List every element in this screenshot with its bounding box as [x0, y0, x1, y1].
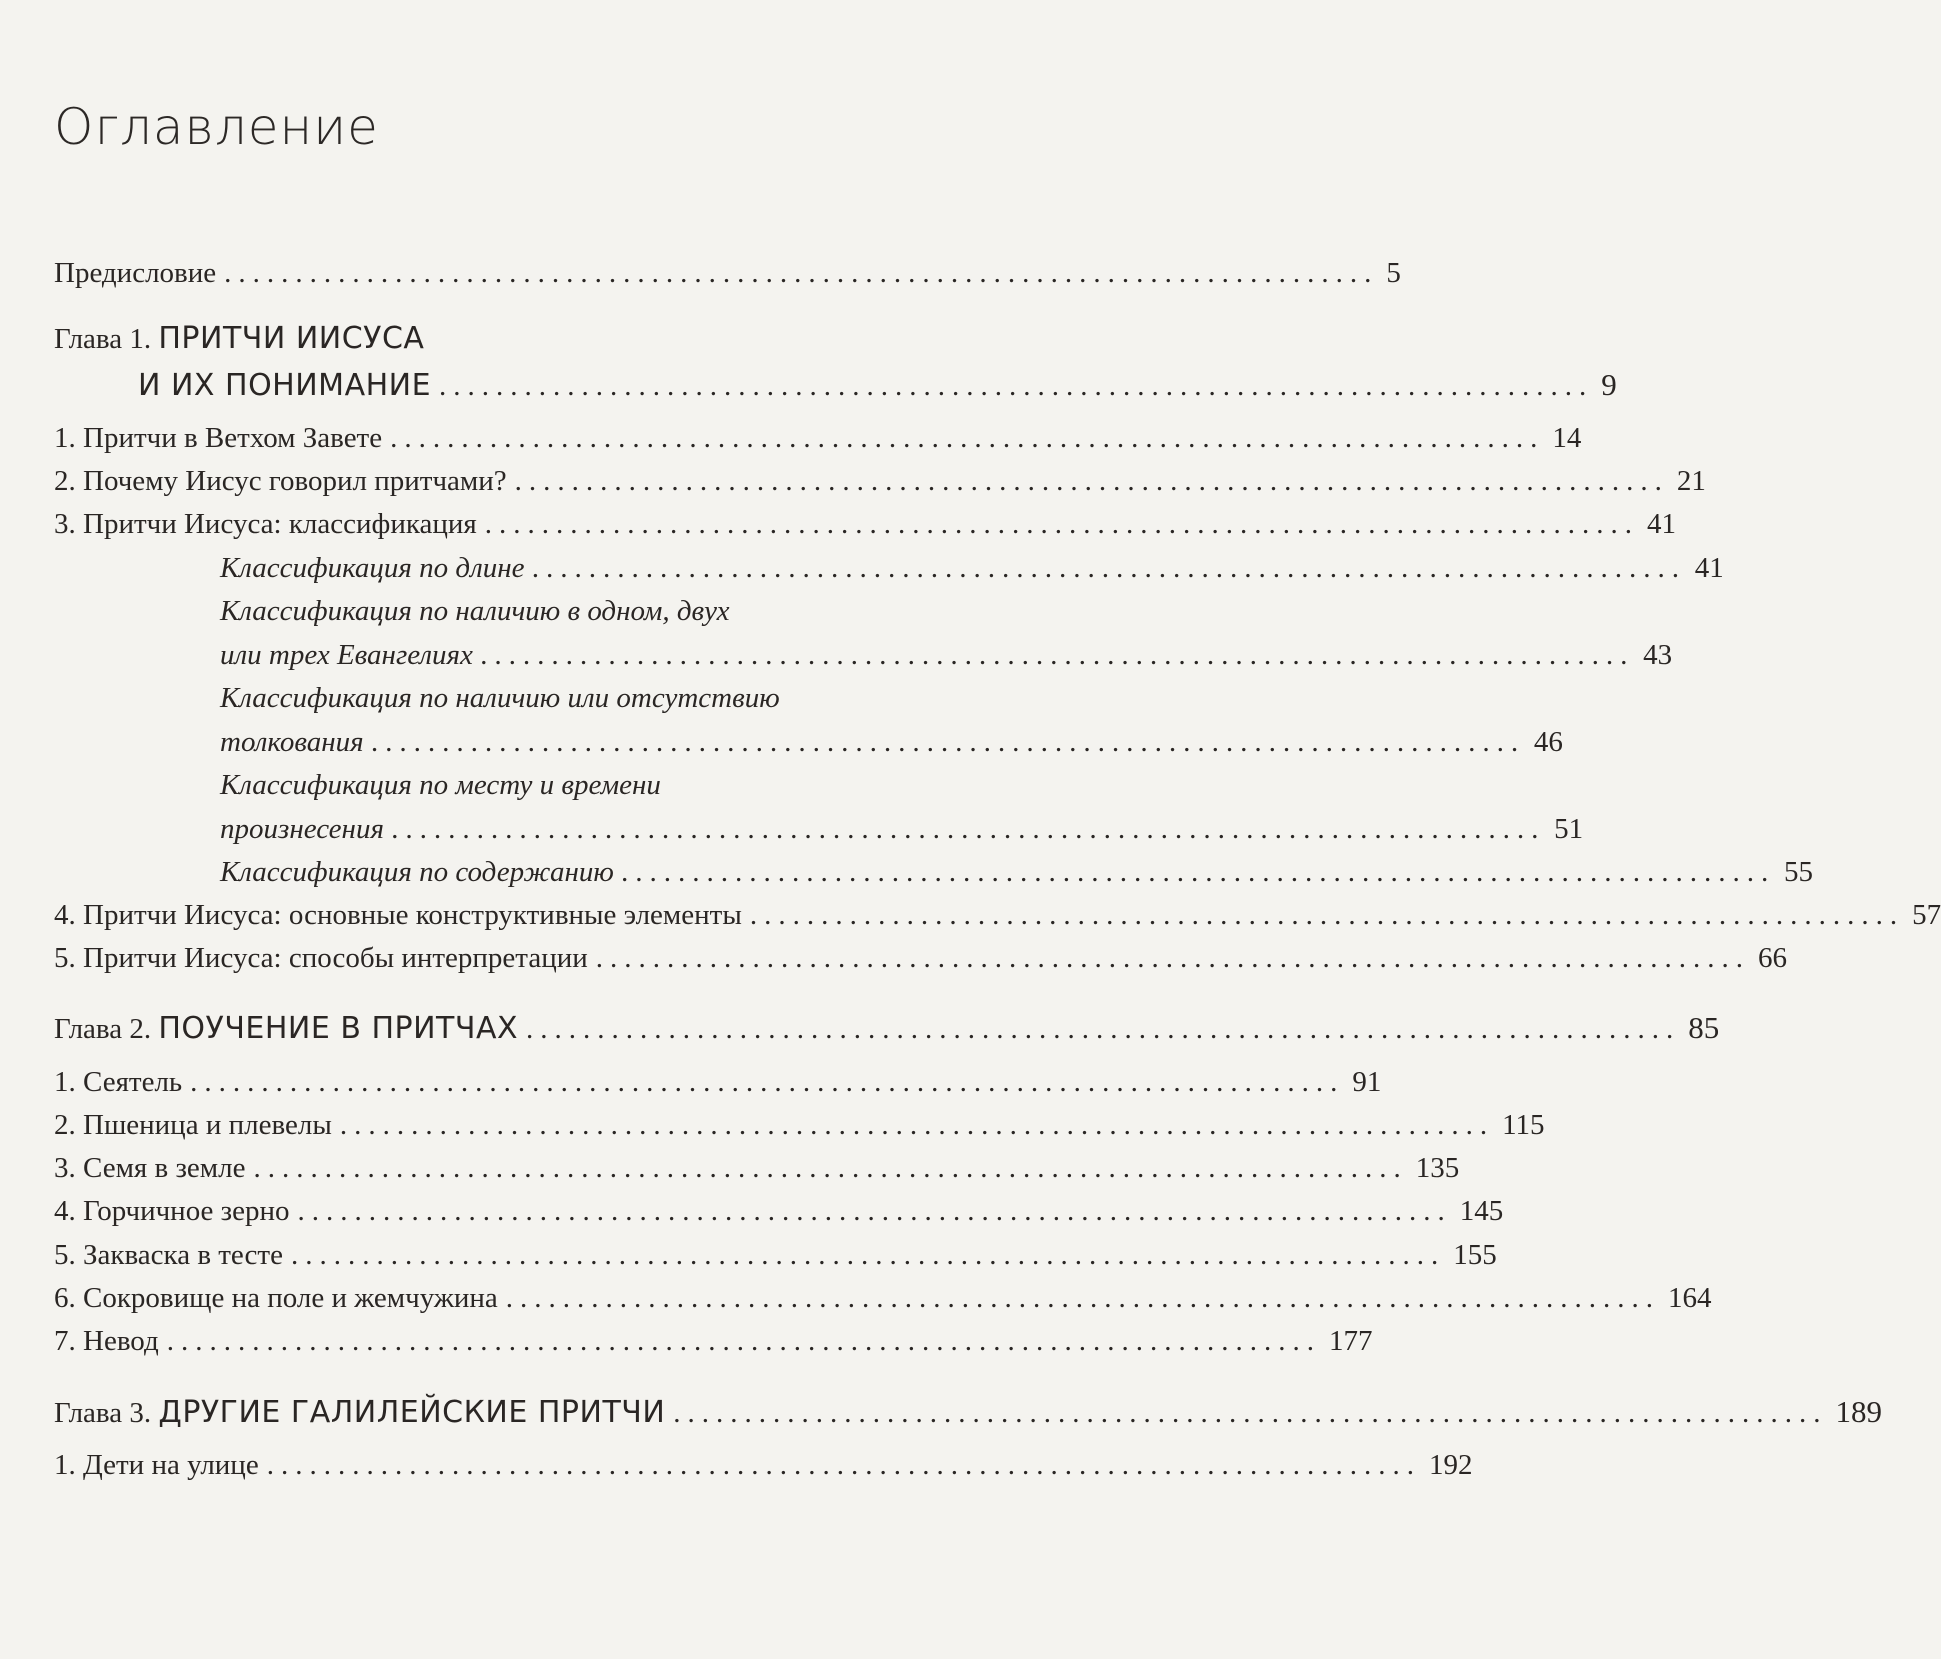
entry-label: 2. Почему Иисус говорил притчами?: [54, 465, 507, 497]
leader-dots: .................................................................................: [390, 422, 1545, 454]
toc-entry-ch1-1[interactable]: [54, 421, 1582, 455]
toc-chapter-1[interactable]: [54, 321, 1617, 403]
entry-label: Предисловие: [54, 257, 217, 289]
page-number: 51: [1554, 813, 1584, 845]
page-number: 115: [1502, 1109, 1545, 1141]
chapter-title: ПОУЧЕНИЕ В ПРИТЧАХ: [158, 1011, 519, 1046]
leader-dots: .................................................................................: [297, 1195, 1452, 1227]
leader-dots: .................................................................................: [166, 1325, 1321, 1357]
toc-entry-ch2-2[interactable]: [54, 1108, 1545, 1142]
entry-label: Классификация по содержанию: [220, 856, 614, 888]
page-number: 177: [1328, 1325, 1373, 1357]
entry-label-line1: Классификация по месту и времени: [220, 769, 661, 801]
chapter-prefix: Глава 1.: [54, 323, 152, 355]
entry-label: Классификация по длине: [220, 552, 525, 584]
leader-dots: .................................................................................: [224, 257, 1379, 289]
page-number: 192: [1428, 1449, 1473, 1481]
leader-dots: .................................................................................: [439, 370, 1594, 402]
chapter-prefix: Глава 2.: [54, 1013, 152, 1045]
toc-subentry-gospels[interactable]: [220, 594, 1673, 672]
entry-label-line2: или трех Евангелиях: [220, 639, 473, 671]
leader-dots: .................................................................................: [514, 465, 1669, 497]
chapter-title: ДРУГИЕ ГАЛИЛЕЙСКИЕ ПРИТЧИ: [158, 1395, 666, 1430]
toc-entry-preface[interactable]: [54, 256, 1401, 290]
toc-entry-ch3-1[interactable]: [54, 1448, 1473, 1482]
page-number: 41: [1647, 508, 1677, 540]
entry-label: 1. Сеятель: [54, 1066, 183, 1098]
page-number: 46: [1533, 726, 1563, 758]
leader-dots: .................................................................................: [290, 1239, 1446, 1271]
page-number: 155: [1453, 1239, 1497, 1271]
toc-subentry-place-time[interactable]: [220, 768, 1584, 846]
page-number: 41: [1694, 552, 1724, 584]
entry-label: 1. Притчи в Ветхом Завете: [54, 422, 383, 454]
entry-label: 1. Дети на улице: [54, 1449, 259, 1481]
entry-label-line2: произнесения: [220, 813, 384, 845]
entry-label: 4. Притчи Иисуса: основные конструктивные элементы: [54, 899, 742, 931]
chapter-title-line1: ПРИТЧИ ИИСУСА: [158, 321, 425, 356]
toc-entry-ch1-4[interactable]: [54, 898, 1941, 932]
chapter-prefix: Глава 3.: [54, 1397, 152, 1429]
entry-label: 5. Закваска в тесте: [54, 1239, 283, 1271]
page-number: 135: [1415, 1152, 1460, 1184]
entry-label: 2. Пшеница и плевелы: [54, 1109, 332, 1141]
page-number: 21: [1676, 465, 1706, 497]
page-number: 91: [1352, 1066, 1382, 1098]
page-number: 14: [1552, 422, 1582, 454]
page-number: 145: [1459, 1195, 1504, 1227]
leader-dots: .................................................................................: [484, 508, 1640, 540]
leader-dots: .................................................................................: [190, 1066, 1345, 1098]
entry-label: 6. Сокровище на поле и жемчужина: [54, 1282, 498, 1314]
entry-label: 4. Горчичное зерно: [54, 1195, 290, 1227]
leader-dots: .................................................................................: [391, 813, 1547, 845]
page-number: 5: [1386, 257, 1401, 289]
page-number: 66: [1758, 942, 1788, 974]
page-number: 57: [1912, 899, 1941, 931]
leader-dots: .................................................................................: [253, 1152, 1408, 1184]
toc-subentry-content[interactable]: [220, 855, 1814, 889]
leader-dots: .................................................................................: [266, 1449, 1421, 1481]
toc-subentry-length[interactable]: [220, 551, 1724, 585]
toc-entry-ch2-5[interactable]: [54, 1238, 1497, 1272]
chapter-title-line2: И ИХ ПОНИМАНИЕ: [138, 368, 432, 403]
toc-chapter-2[interactable]: [54, 1010, 1720, 1046]
toc-entry-ch1-3[interactable]: [54, 507, 1677, 541]
leader-dots: .................................................................................: [749, 899, 1905, 931]
entry-label-line1: Классификация по наличию в одном, двух: [220, 595, 730, 627]
leader-dots: .................................................................................: [532, 552, 1687, 584]
toc-subentry-interpretation[interactable]: [220, 681, 1563, 759]
toc-entry-ch2-4[interactable]: [54, 1194, 1504, 1228]
entry-label: 7. Невод: [54, 1325, 159, 1357]
page-number: 189: [1835, 1394, 1883, 1429]
page-number: 85: [1688, 1010, 1720, 1045]
toc-entry-ch2-7[interactable]: [54, 1324, 1373, 1358]
leader-dots: .................................................................................: [505, 1282, 1661, 1314]
entry-label-line1: Классификация по наличию или отсутствию: [220, 682, 780, 714]
leader-dots: .................................................................................: [621, 856, 1777, 888]
entry-label: 3. Притчи Иисуса: классификация: [54, 508, 477, 540]
leader-dots: .................................................................................: [526, 1013, 1681, 1045]
entry-label: 3. Семя в земле: [54, 1152, 246, 1184]
toc-entry-ch1-2[interactable]: [54, 464, 1706, 498]
leader-dots: .................................................................................: [480, 639, 1636, 671]
leader-dots: .................................................................................: [371, 726, 1526, 758]
leader-dots: .................................................................................: [595, 942, 1751, 974]
entry-label: 5. Притчи Иисуса: способы интерпретации: [54, 942, 588, 974]
leader-dots: .................................................................................: [339, 1109, 1495, 1141]
toc-entry-ch1-5[interactable]: [54, 941, 1788, 975]
leader-dots: .................................................................................: [673, 1397, 1828, 1429]
page-number: 43: [1643, 639, 1673, 671]
page-number: 164: [1668, 1282, 1712, 1314]
page-title: Оглавление: [54, 98, 379, 156]
entry-label-line2: толкования: [220, 726, 364, 758]
page-number: 55: [1784, 856, 1814, 888]
toc-entry-ch2-6[interactable]: [54, 1281, 1712, 1315]
page-number: 9: [1601, 367, 1617, 402]
toc-entry-ch2-1[interactable]: [54, 1065, 1382, 1099]
toc-chapter-3[interactable]: [54, 1394, 1883, 1430]
toc-entry-ch2-3[interactable]: [54, 1151, 1460, 1185]
